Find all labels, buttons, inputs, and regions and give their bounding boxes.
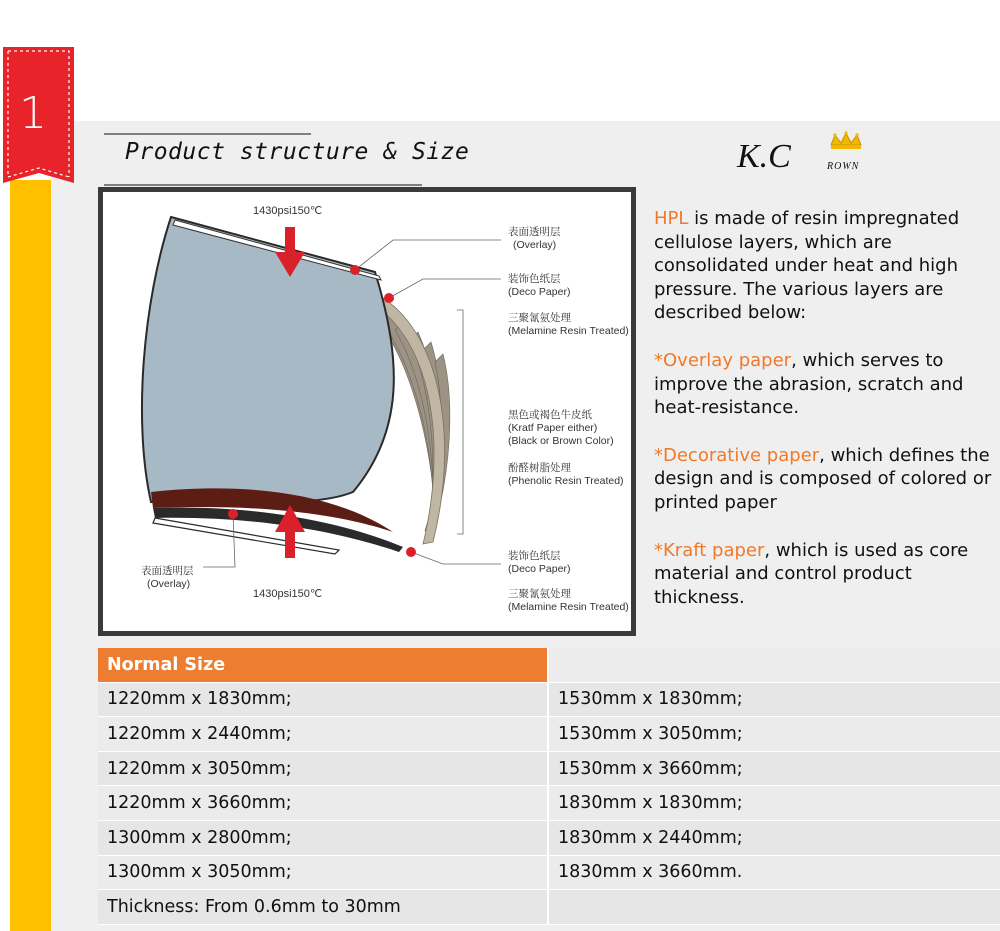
table-row: 1300mm x 3050mm; 1830mm x 3660mm. bbox=[98, 856, 1000, 891]
desc-paragraph-kraft: *Kraft paper, which is used as core material and control product thickness. bbox=[654, 539, 969, 608]
table-row-thickness: Thickness: From 0.6mm to 30mm bbox=[98, 890, 1000, 925]
table-row: 1220mm x 3050mm; 1530mm x 3660mm; bbox=[98, 752, 1000, 787]
pressure-label-bottom: 1430psi150℃ bbox=[253, 588, 323, 600]
table-row: 1220mm x 2440mm; 1530mm x 3050mm; bbox=[98, 717, 1000, 752]
table-header: Normal Size bbox=[98, 648, 549, 682]
overlay-sheet-top bbox=[142, 217, 394, 502]
svg-text:(Melamine Resin Treated): (Melamine Resin Treated) bbox=[508, 601, 629, 613]
title-rule-bottom bbox=[104, 184, 422, 186]
svg-text:酚醛树脂处理: 酚醛树脂处理 bbox=[508, 462, 571, 474]
svg-text:(Deco Paper): (Deco Paper) bbox=[508, 563, 571, 575]
pressure-label-top: 1430psi150℃ bbox=[253, 205, 323, 217]
desc-paragraph-overlay: *Overlay paper, which serves to improve the abrasion, scratch and heat-resistance. bbox=[654, 349, 964, 419]
svg-text:(Overlay): (Overlay) bbox=[147, 578, 191, 590]
svg-text:表面透明层: 表面透明层 bbox=[141, 565, 194, 577]
side-accent-bar bbox=[10, 180, 51, 931]
section-title: Product structure & Size bbox=[125, 139, 470, 165]
svg-text:装饰色纸层: 装饰色纸层 bbox=[508, 273, 561, 285]
table-header-row bbox=[98, 648, 1000, 683]
pressure-arrow-bottom-icon bbox=[275, 505, 305, 558]
svg-text:(Deco Paper): (Deco Paper) bbox=[508, 286, 571, 298]
crown-icon bbox=[831, 131, 861, 149]
svg-text:黑色或褐色牛皮纸: 黑色或褐色牛皮纸 bbox=[508, 409, 592, 421]
desc-paragraph-decorative: *Decorative paper, which defines the design and is composed of colored or printed paper bbox=[654, 444, 992, 513]
logo-main-text: K.C bbox=[737, 138, 791, 175]
table-row: 1220mm x 1830mm; 1530mm x 1830mm; bbox=[98, 683, 1000, 718]
hpl-description bbox=[654, 207, 994, 633]
svg-text:三聚氰氨处理: 三聚氰氨处理 bbox=[508, 588, 571, 600]
title-rule-top bbox=[104, 133, 311, 135]
brand-logo bbox=[735, 131, 895, 181]
svg-text:(Phenolic Resin Treated): (Phenolic Resin Treated) bbox=[508, 475, 624, 487]
svg-text:(Melamine Resin Treated): (Melamine Resin Treated) bbox=[508, 325, 629, 337]
svg-text:(Black or Brown Color): (Black or Brown Color) bbox=[508, 435, 614, 447]
table-row: 1300mm x 2800mm; 1830mm x 2440mm; bbox=[98, 821, 1000, 856]
svg-text:表面透明层: 表面透明层 bbox=[508, 226, 561, 238]
svg-text:(Kratf Paper either): (Kratf Paper either) bbox=[508, 422, 598, 434]
svg-text:三聚氰氨处理: 三聚氰氨处理 bbox=[508, 312, 571, 324]
hpl-structure-diagram bbox=[98, 187, 636, 636]
svg-text:(Overlay): (Overlay) bbox=[513, 239, 557, 251]
desc-paragraph-hpl: HPL is made of resin impregnated cellulose layers, which are consolidated under heat and high pressure. The various layers are described below: bbox=[654, 208, 960, 324]
section-number: 1 bbox=[19, 88, 47, 139]
logo-sub-text: ROWN bbox=[827, 161, 860, 172]
normal-size-table bbox=[98, 648, 1000, 925]
svg-text:装饰色纸层: 装饰色纸层 bbox=[508, 550, 561, 562]
table-row: 1220mm x 3660mm; 1830mm x 1830mm; bbox=[98, 786, 1000, 821]
